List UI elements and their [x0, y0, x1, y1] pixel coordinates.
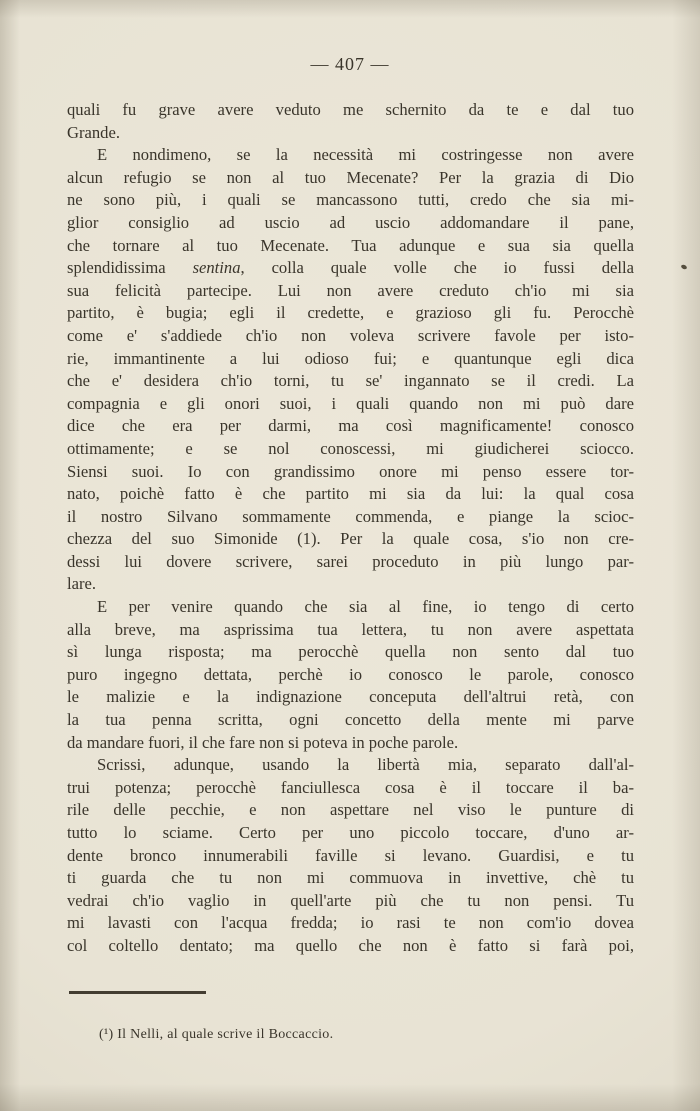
text-line [67, 144, 634, 167]
text-line [67, 370, 634, 393]
text-line [67, 280, 634, 303]
text-run: glior consiglio ad uscio ad uscio addomandare il pane, [67, 212, 634, 232]
text-line [67, 212, 634, 235]
text-run: la tua penna scritta, ogni concetto della mente mi parve [67, 710, 634, 730]
text-line [67, 348, 634, 371]
text-line [67, 732, 634, 755]
text-run: splendidissima [67, 258, 193, 278]
paragraph [67, 99, 634, 144]
text-line [67, 754, 634, 777]
text-run: ne sono più, i quali se mancassono tutti, credo che sia mi- [67, 190, 634, 210]
text-run: trui potenza; perocchè fanciullesca cosa è il toccare il ba- [67, 777, 634, 797]
text-run: , colla quale volle che io fussi della [240, 258, 634, 278]
text-line [67, 325, 634, 348]
text-run: puro ingegno dettata, perchè io conosco le parole, conosco [67, 664, 634, 684]
text-run: vedrai ch'io vaglio in quell'arte più che tu non pensi. Tu [67, 890, 634, 910]
ink-speck [680, 264, 687, 270]
text-line [67, 912, 634, 935]
text-run: da mandare fuori, il che fare non si poteva in poche parole. [67, 732, 459, 752]
paragraph [67, 144, 634, 596]
text-run: ottimamente; e se nol conoscessi, mi giudicherei sciocco. [67, 438, 634, 458]
text-run: come e' s'addiede ch'io non voleva scrivere favole per isto- [67, 325, 634, 345]
text-run: dessi lui dovere scrivere, sarei proceduto in più lungo par- [67, 551, 634, 571]
text-line [67, 935, 634, 958]
text-run: alcun refugio se non al tuo Mecenate? Per la grazia di Dio [67, 167, 634, 187]
text-line [67, 122, 634, 145]
text-line [67, 619, 634, 642]
text-run: che tornare al tuo Mecenate. Tua adunque e sua sia quella [67, 235, 634, 255]
footnote-text: (¹) Il Nelli, al quale scrive il Boccaccio. [99, 1027, 334, 1042]
text-line [67, 167, 634, 190]
text-line [67, 189, 634, 212]
text-line [67, 257, 634, 280]
text-run: dente bronco innumerabili faville si levano. Guardisi, e tu [67, 845, 634, 865]
text-line [67, 686, 634, 709]
text-run: Siensi suoi. Io con grandissimo onore mi penso essere tor- [67, 461, 634, 481]
text-run: ti guarda che tu non mi commuova in invettive, chè tu [67, 868, 634, 888]
text-run: Scrissi, adunque, usando la libertà mia, separato dall'al- [97, 755, 634, 775]
text-run: rie, immantinente a lui odioso fui; e quantunque egli dica [67, 348, 634, 368]
text-run: compagnia e gli onori suoi, i quali quando non mi può dare [67, 393, 634, 413]
text-run: tutto lo sciame. Certo per uno piccolo toccare, d'uno ar- [67, 823, 634, 842]
text-line [67, 641, 634, 664]
text-run: le malizie e la indignazione conceputa dell'altrui retà, con [67, 687, 634, 707]
text-run: il nostro Silvano sommamente commenda, e piange la scioc- [67, 506, 634, 526]
text-line [67, 664, 634, 687]
text-line [67, 302, 634, 325]
text-run: alla breve, ma asprissima tua lettera, tu non avere aspettata [67, 619, 634, 639]
page-number: — 407 — [310, 54, 390, 74]
text-run: dice che era per darmi, ma così magnificamente! conosco [67, 416, 634, 436]
text-line [67, 573, 634, 596]
text-block [67, 99, 634, 958]
text-run: sì lunga risposta; ma perocchè quella non sento dal tuo [67, 642, 634, 662]
paragraph [67, 754, 634, 957]
text-line [67, 461, 634, 484]
paragraph [67, 596, 634, 754]
text-run: che e' desidera ch'io torni, tu se' ingannato se il credi. La [67, 371, 634, 391]
text-line [67, 799, 634, 822]
text-run: lare. [67, 574, 97, 594]
text-line [67, 235, 634, 258]
text-line [67, 709, 634, 732]
text-line [67, 867, 634, 890]
footnote-divider [69, 991, 206, 994]
text-run: quali fu grave avere veduto me schernito da te e dal tuo [67, 100, 634, 119]
italic-text-run: sentina [192, 258, 241, 278]
text-line [67, 438, 634, 461]
text-line [67, 483, 634, 506]
text-line [67, 99, 634, 122]
text-line [67, 415, 634, 438]
text-line [67, 506, 634, 529]
text-run: Grande. [67, 122, 120, 142]
text-run: chezza del suo Simonide (1). Per la quale cosa, s'io non cre- [67, 529, 634, 549]
text-line [67, 596, 634, 619]
text-line [67, 845, 634, 868]
text-line [67, 822, 634, 845]
text-run: E per venire quando che sia al fine, io tengo di certo [97, 597, 634, 617]
text-run: mi lavasti con l'acqua fredda; io rasi te non com'io dovea [67, 913, 634, 933]
text-line [67, 393, 634, 416]
text-line [67, 551, 634, 574]
text-line [67, 777, 634, 800]
text-run: rile delle pecchie, e non aspettare nel viso le punture di [67, 800, 634, 820]
text-run: col coltello dentato; ma quello che non è fatto si farà poi, [67, 935, 634, 955]
text-run: sua felicità partecipe. Lui non avere creduto ch'io mi sia [67, 280, 634, 300]
text-run: partito, è bugia; egli il credette, e grazioso gli fu. Perocchè [67, 303, 634, 323]
text-line [67, 890, 634, 913]
text-line [67, 528, 634, 551]
text-run: E nondimeno, se la necessità mi costringesse non avere [97, 145, 634, 165]
text-run: nato, poichè fatto è che partito mi sia da lui: la qual cosa [67, 484, 634, 504]
